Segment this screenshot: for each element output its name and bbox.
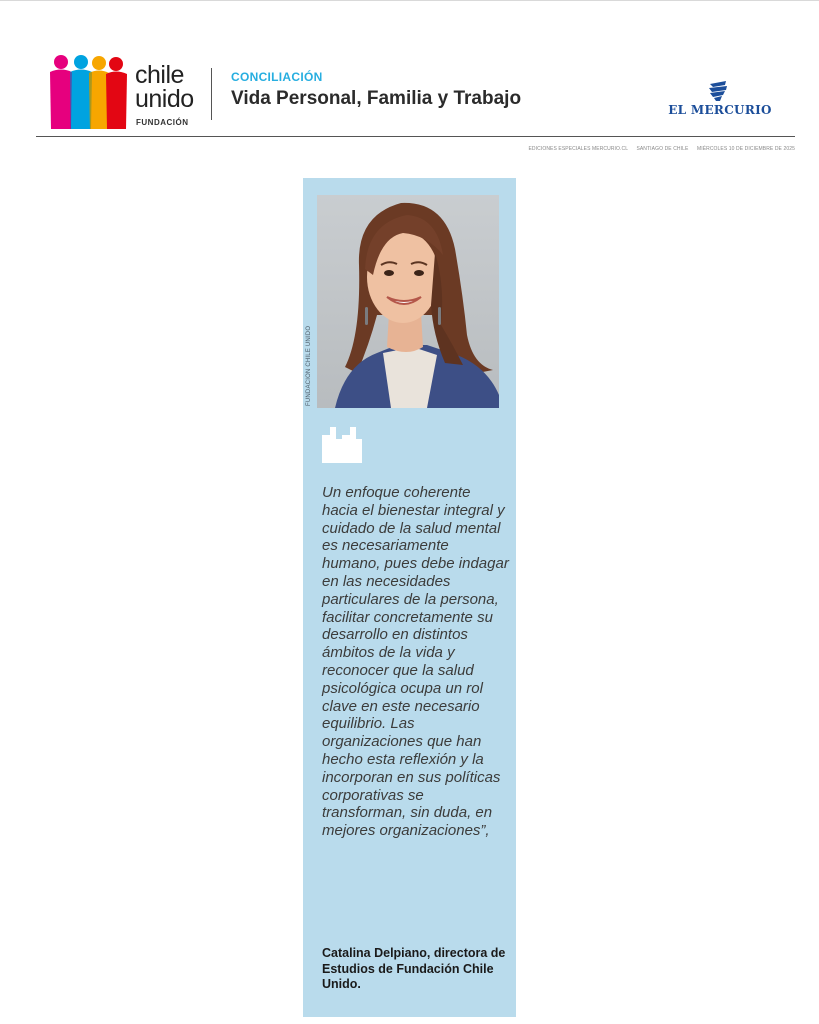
section-title: Vida Personal, Familia y Trabajo: [231, 88, 522, 109]
quote-mark-icon: [322, 427, 362, 463]
quote-author: Catalina Delpiano, directora de Estudios de Fundación Chile Unido.: [322, 946, 506, 991]
logo-divider: [211, 68, 212, 120]
edition-site: EDICIONES ESPECIALES MERCURIO.CL: [528, 146, 628, 152]
edition-line: [522, 146, 796, 152]
edition-date: MIÉRCOLES 10 DE DICIEMBRE DE 2025: [696, 146, 795, 152]
portrait-illustration: [317, 195, 499, 408]
logo-wordmark: chile unido: [135, 61, 194, 113]
edition-city: SANTIAGO DE CHILE: [636, 146, 689, 152]
logo-subtitle: FUNDACIÓN: [136, 118, 189, 127]
people-figures-icon: [47, 53, 129, 129]
quote-text: Un enfoque coherente hacia el bienestar integral y cuidado de la salud mental es necesariamente humano, pues debe indagar en las necesidades particulares de la persona, facilitar concretamente su desarrollo en distintos ámbitos de la vida y reconocer que la salud psicológica ocupa un rol clave en este necesario equilibrio. Las organizaciones que han hecho esta reflexión y la incorporan en sus políticas corporativas se transforman, sin duda, en mejores organizaciones”,: [322, 484, 509, 840]
mercurio-emblem-icon: [706, 80, 730, 102]
portrait-photo: [317, 195, 499, 408]
publisher-name: EL MERCURIO: [668, 103, 772, 117]
chile-unido-logo: [47, 53, 197, 129]
header-rule: [36, 136, 795, 137]
top-border: [0, 0, 819, 1]
el-mercurio-logo: [662, 80, 778, 120]
photo-credit: FUNDACIÓN CHILE UNIDO: [306, 325, 312, 406]
quote-column: [303, 178, 516, 1017]
section-kicker: CONCILIACIÓN: [231, 70, 323, 84]
